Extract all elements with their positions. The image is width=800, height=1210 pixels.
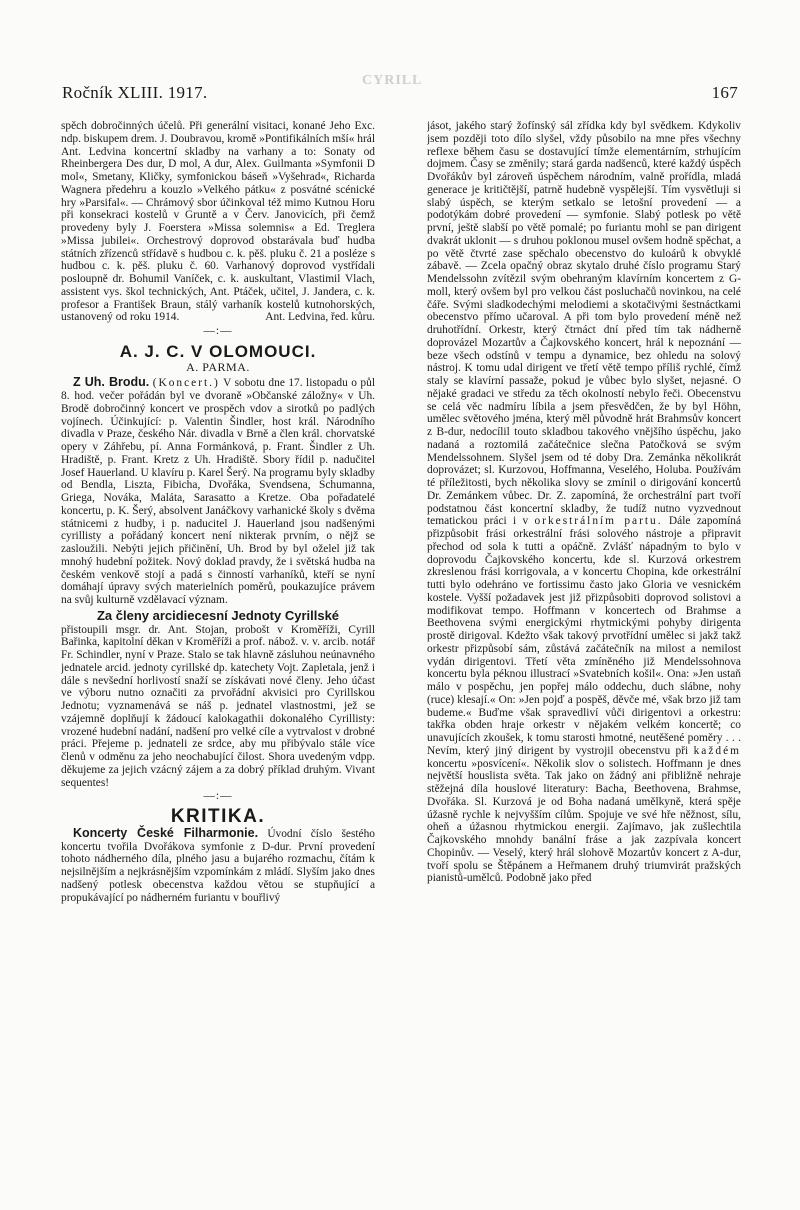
right-column [427,120,741,1195]
separator: —:— [203,325,233,337]
right-text-2: Dále zapomíná přizpůsobit frási orkestrální frási solového nástroje a připravit přechod od sola k tutti a opáčně. Zvlášť nápadným to bylo v doprovodu Čajkovského koncertu, kde sl. Kurzová orkestrem zkreslenou frási korrigovala, a v koncertu Chopina, kde orkestrální tutti bylo odehráno ve fortissimu často jako Gloria ve vesnickém kostele. Vyšší požadavek jest již přizpůsobiti doprovod solistovi a modifikovat tempo. Hoffmann v koncertech od Brahmse a Beethovena svými energickými rhytmickými pohyby dirigenta prostě dirigoval. Kdežto však takový prvotřídní umělec si jakž takž orkestr přizpůsobí sám, zůstává začátečník na milost a nemilost vydán dirigentovi. Třetí věta zmíněného již Mendelssohnova koncertu byla péknou illustrací »Svatebních košil«. Ona: »Jen ustaň málo v pospěchu, jen popřej málo oddechu, duch slábne, nohy (ruce) klesají.« On: »Jen pojď a pospěš, děvče mé, však brzo již tam budeme.« Buďme však spravedliví vůči dirigentovi a orkestru: takřka obden hraje orkestr v nějakém velkém koncertě; co unavujících zkoušek, k tomu starosti hmotné, neutěšené poměry . . . Nevím, který jiný dirigent by vystrojil obecenstvu při [427,515,741,757]
page-number: 167 [711,83,738,102]
separator: —:— [203,790,233,803]
intro-signature: Ant. Ledvina, řed. kůru. [265,311,375,324]
intro-paragraph [61,120,375,324]
intro-text: spěch dobročinných účelů. Při generální visitaci, konané Jeho Exc. ndp. biskupem drem. J. Doubravou, kromě »Pontifikálních mší« hrál Ant. Ledvina koncertní skladby na varhany a to: Sonaty od Rheinbergera Des dur, D mol, A dur, Alex. Guilmanta »Symfonii D mol«, Smetany, Kličky, symfonickou báseň »Vyšehrad«, Richarda Wagnera předehru a kouzlo »Velkého pátku« z posvátné scénické hry »Parsifal«. — Chrámový sbor účinkoval též mimo Kutnou Horu při konsekraci kostelů v Gruntě a v Červ. Janovicích, při čemž provedeny byly J. Foerstera »Missa solemnis« a Ed. Treglera »Missa jubilei«. Orchestrový doprovod obstarávala buď hudba státních zřízenců střídavě s hudbou c. k. pěš. pluku č. 21 a posléze s hudbou c. k. pěš. pluku č. 60. Varhanový doprovod vystřídali posloupně dr. Bohumil Vaníček, c. k. auskultant, Vlastimil Vlach, assistent vys. škol technických, Ant. Ptáček, učitel, J. Jandera, c. k. profesor a František Braun, stálý varhaník kostelů kutnohorských, ustanovený od roku 1914. [61,120,375,324]
kritika-paragraph [61,827,375,905]
section-author: A. PARMA. [186,359,250,374]
right-paragraph [427,120,741,885]
running-title: Ročník XLIII. 1917. [62,83,208,102]
brod-spaced: (Koncert.) [152,377,220,390]
members-heading: Za členy arcidiecesní Jednoty Cyrillské [96,607,340,623]
brod-paragraph [61,376,375,607]
left-column [61,120,375,1195]
right-spaced-phrase: orkestrálním partu. [534,515,663,528]
brod-lead: Z Uh. Brodu. [73,375,150,390]
kritika-title: KRITIKA. [170,806,266,827]
faint-show-through-title: CYRILL [362,73,423,88]
kritika-text: Úvodní číslo šestého koncertu tvořila Dvořákova symfonie z D-dur. První provedení tohoto nádherného díla, plného jasu a bujarého rozmachu, čítám k nejsilnějším a nejkrásnějším vzpomínkám z mládí. Slyším jako dnes nadšený potlesk obecenstva každou větou se stupňující a propukávající po nádherném furiantu v bouřlivý [61,827,375,904]
kritika-lead: Koncerty České Filharmonie. [73,825,259,840]
section-title: A. J. C. V OLOMOUCI. [119,341,317,361]
right-text-3: koncertu »posvícení«. Několik slov o solistech. Hoffmann je dnes největší houslista světa. Tak jako on žádný ani přibližně nehraje stěžejná díla houslové literatury: Bacha, Beethovena, Brahmse, Dvořáka. Sl. Kurzová je od Boha nadaná umělkyně, která spěje úžasně rychle k nejvyšším cílům. Spojuje ve své hře něžnost, sílu, oheň a úžasnou rhytmickou energii. Zajímavo, jak zušlechtila Čajkovského mnohdy banální fráse a jak zazpívala koncert Chopinův. — Veselý, který hrál slohově Mozartův koncert z A-dur, tvoří spolu se Štěpánem a Heřmanem druhý triumvirát pražských pianistů-umělců. Podobně jako před [427,757,741,885]
running-header [62,73,738,109]
right-text-1: jásot, jakého starý žofínský sál zřídka kdy byl svědkem. Kdykoliv jsem později toto dílo slyšel, vždy působilo na mne přes všechny reflexe během času se dostavující tímže elementárním, strhujícím dojmem. Časy se změnily; stará garda nadšenců, které každý úspěch Dvořákův byl zároveň úspěchem národním, valně prořídla, mladá generace je kritičtější, patrně hudebně vyspělejší. Tím vysvětluji si slabý úspěch, se kterým setkalo se letošní provedení — a podotýkám dobré provedení — symfonie. Slabý potlesk po větě první, ještě slabší po větě pomalé; po furiantu mohl se pan dirigent dvakrát uklonit — s druhou poklonou musel ovšem hodně spěchat, a po větě čtvrté zase spěchalo obecenstvo do kuloárů k obvyklé zábavě. — Zcela opačný obraz skytalo druhé číslo programu Starý Mendelssohn zvítězil svým obehraným klavírním koncertem z G-moll, který ovšem byl pro velkou část posluchačů novinkou, na celé čáře. Svými sladkodechými melodiemi a skotačivými šestnáctkami obecenstvo přímo učaroval. A při tom bylo provedení méně než druhotřídní. Orkestr, který čtrnáct dní před tím tak nádherně doprovázel Mozartův a Čajkovského koncert, hrál k nepoznání — beze všech odstínů v tempu a dynamice, bez ohledu na solový nástroj. K tomu udal dirigent ve třetí větě tempo příliš rychlé, čímž staly se klavírní passaže, pokud je vůbec bylo slyšet, nejasné. O nějaké gradaci ve středu za těch okolností nebylo řeči. Obecenstvu se celá věc nadmíru líbila a jsem přesvědčen, že by byl Höhn, umělec světového jména, který měl původně hrát Brahmsův koncert z B-dur, nedocílil touto skladbou takového vnějšího úspěchu, jako nadaná a roztomilá začátečnice slečna Patočková se svým Mendelssohnem. Slyšel jsem od té doby Dra. Zemánka několikrát doprovázet; sl. Kurzovou, Hoffmanna, Veselého, Holuba. Používám té příležitosti, bych několika slovy se zmínil o dirigování koncertů Dr. Zemánkem vůbec. Dr. Z. zapomíná, že orchestrální part tvoří podstatnou část koncertní skladby, že tudíž nutno vyzvednout tematickou práci i v [427,120,741,528]
right-spaced-phrase-2: každém [693,744,741,757]
brod-text: V sobotu dne 17. listopadu o půl 8. hod. večer pořádán byl ve dvoraně »Občanské záložny« v Uh. Brodě dobročinný koncert ve prospěch vdov a sirotků po padlých vojínech. Účinkující: p. Valentin Šindler, host král. Národního divadla v Praze, českého Nár. divadla v Brně a člen král. chorvatské opery v Záhřebu, pí. Anna Formánková, p. Frant. Šindler z Uh. Hradiště, p. Frant. Kretz z Uh. Hradiště. Sbory řídil p. nadučitel Josef Hauerland. U klavíru p. Karel Šerý. Na programu byly skladby od Bendla, Liszta, Fibicha, Dvořáka, Svendsena, Schumanna, Griega, Nováka, Maláta, Sarasatto a Kretze. Oba pořadatelé koncertu, p. K. Šerý, absolvent Janáčkovy varhanické školy s dvěma státnicemi z hudby, i p. naducitel J. Hauerland jsou nadšenými cyrillisty a pořádaný koncert není nikterak prvním, o nějž se zasloužili. Nebýti jejich přičinění, Uh. Brod by byl oželel již tak mnohý hudební požitek. Nový doklad pravdy, že i světská hudba na českém venkově stojí a padá s činností varhaníků, kteří se nyní domáhají úpravy svých materielních poměrů, poukazujíce právem na svůj kulturně vzdělavací význam. [61,377,375,606]
members-paragraph: přistoupili msgr. dr. Ant. Stojan, probošt v Kroměříži, Cyrill Bařinka, kapitolní děkan v Kroměříži a prof. nábož. v. v. arcib. notář Fr. Schindler, nyní v Praze. Stalo se tak hlavně zásluhou neúnavného jednatele arcid. jednoty cyrillské dp. katechety Vojt. Zapletala, jenž i dále s nevšední horlivostí snaží se získávati nové členy. Jeho účast ve výboru nutno označiti za prvořádní akvisici pro Cyrillskou Jednotu; vyznamenává se náš p. jednatel vlastnostmi, jež se vzájemně doplňují k žádoucí kalokagathii dokonalého Cyrillisty: vrozené hudební nadání, nadšení pro velké cíle a vytrvalost v drobné práci. Přejeme p. jednateli ze srdce, aby mu přibývalo stále více členů v odměnu za jeho neochabující čilost. Shora uvedeným vdpp. děkujeme za jejich vzácný zájem a za dobrý příklad druhým. Vivant sequentes! [61,623,375,789]
